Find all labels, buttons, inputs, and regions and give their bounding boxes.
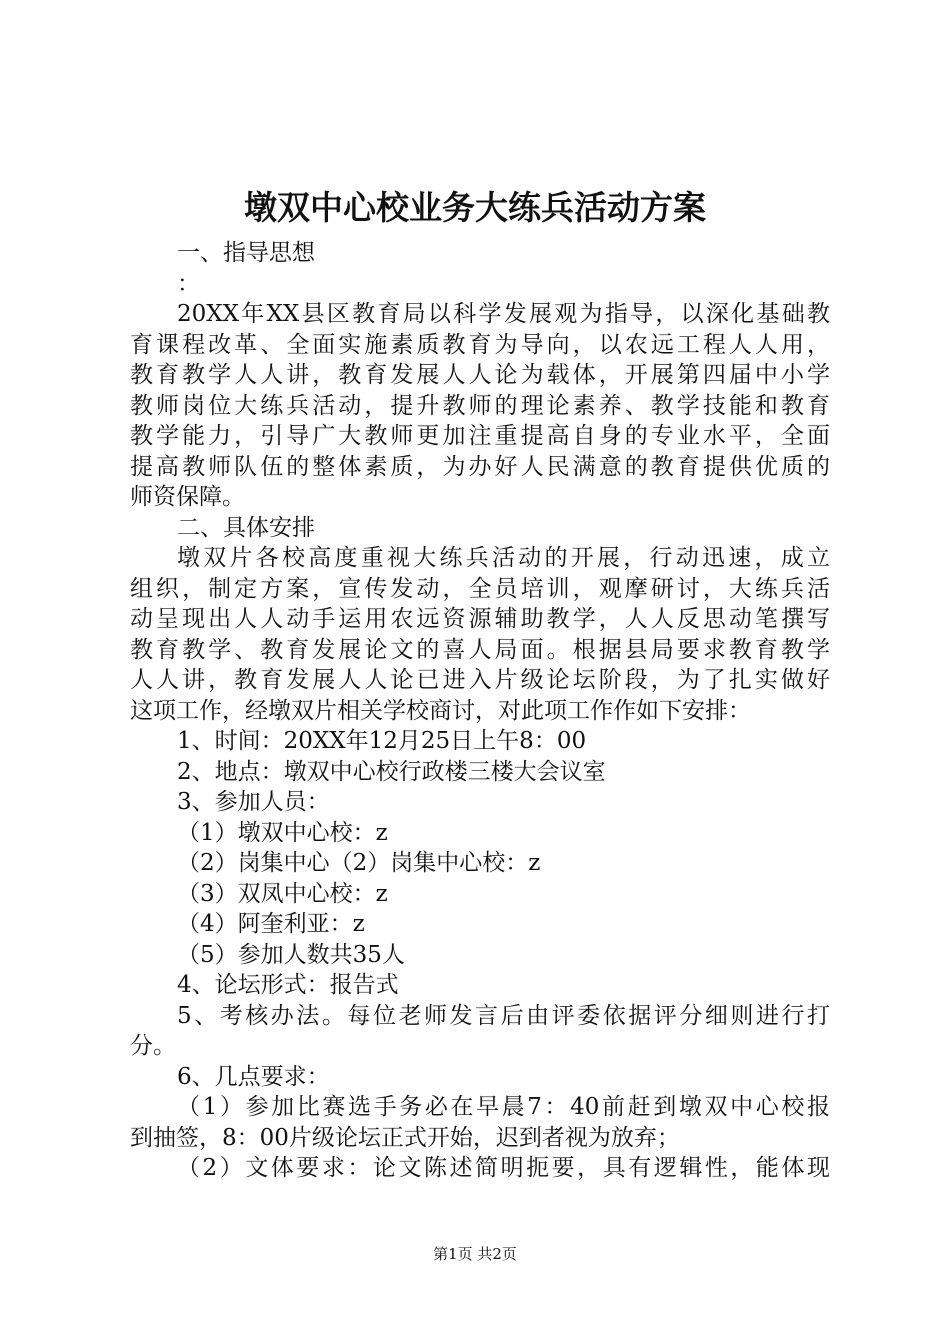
sub-item: （2）文体要求：论文陈述简明扼要，具有逻辑性，能体现 bbox=[177, 1155, 830, 1181]
paragraph-line: 教学能力，引导广大教师更加注重提高自身的专业水平，全面 bbox=[130, 423, 830, 449]
page-footer: 第1页 共2页 bbox=[433, 1245, 517, 1263]
section-heading-guiding-ideology: 一、指导思想 bbox=[177, 240, 315, 266]
paragraph-line: 墩双片各校高度重视大练兵活动的开展，行动迅速，成立 bbox=[177, 545, 830, 571]
paragraph-line: 提高教师队伍的整体素质，为办好人民满意的教育提供优质的 bbox=[130, 453, 830, 480]
sub-item: （5）参加人数共35人 bbox=[177, 941, 405, 968]
paragraph-line: 组织，制定方案，宣传发动，全员培训，观摩研讨，大练兵活 bbox=[130, 575, 830, 602]
sub-item: （3）双凤中心校：z bbox=[177, 880, 388, 907]
paragraph-line: 教师岗位大练兵活动，提升教师的理论素养、教学技能和教育 bbox=[130, 392, 830, 419]
paragraph-line: 育课程改革、全面实施素质教育为导向，以农远工程人人用， bbox=[130, 331, 830, 358]
paragraph-line: 师资保障。 bbox=[130, 484, 245, 510]
sub-item: （2）岗集中心（2）岗集中心校：z bbox=[177, 850, 541, 876]
paragraph-line: 分。 bbox=[130, 1033, 176, 1059]
paragraph-line: 教育教学、教育发展论文的喜人局面。根据县局要求教育教学 bbox=[130, 636, 830, 663]
document-title: 墩双中心校业务大练兵活动方案 bbox=[244, 188, 706, 227]
list-item-format: 4、论坛形式：报告式 bbox=[177, 972, 399, 998]
paragraph-line: 到抽签，8：00片级论坛正式开始，迟到者视为放弃； bbox=[130, 1124, 680, 1151]
paragraph-line: 人人讲，教育发展人人论已进入片级论坛阶段，为了扎实做好 bbox=[130, 667, 830, 693]
list-item-requirements: 6、几点要求： bbox=[177, 1063, 330, 1090]
list-item-assessment: 5、考核办法。每位老师发言后由评委依据评分细则进行打 bbox=[177, 1002, 830, 1029]
paragraph-line: 教育教学人人讲，教育发展人人论为载体，开展第四届中小学 bbox=[130, 362, 830, 388]
list-item-location: 2、地点：墩双中心校行政楼三楼大会议室 bbox=[177, 758, 606, 785]
sub-item: （1）参加比赛选手务必在早晨7：40前赶到墩双中心校报 bbox=[177, 1094, 830, 1120]
sub-item: （4）阿奎利亚：z bbox=[177, 911, 365, 937]
list-item-participants: 3、参加人员： bbox=[177, 789, 330, 815]
paragraph-line: 这项工作，经墩双片相关学校商讨，对此项工作作如下安排： bbox=[130, 697, 751, 724]
text-line: ： bbox=[177, 270, 200, 297]
section-heading-specific-arrangement: 二、具体安排 bbox=[177, 514, 315, 541]
paragraph-line: 动呈现出人人动手运用农远资源辅助教学，人人反思动笔撰写 bbox=[130, 606, 830, 632]
paragraph-line: 20XX年XX县区教育局以科学发展观为指导，以深化基础教 bbox=[177, 301, 830, 327]
sub-item: （1）墩双中心校：z bbox=[177, 819, 388, 846]
document-body bbox=[130, 207, 830, 1184]
list-item-time: 1、时间：20XX年12月25日上午8：00 bbox=[177, 728, 587, 754]
